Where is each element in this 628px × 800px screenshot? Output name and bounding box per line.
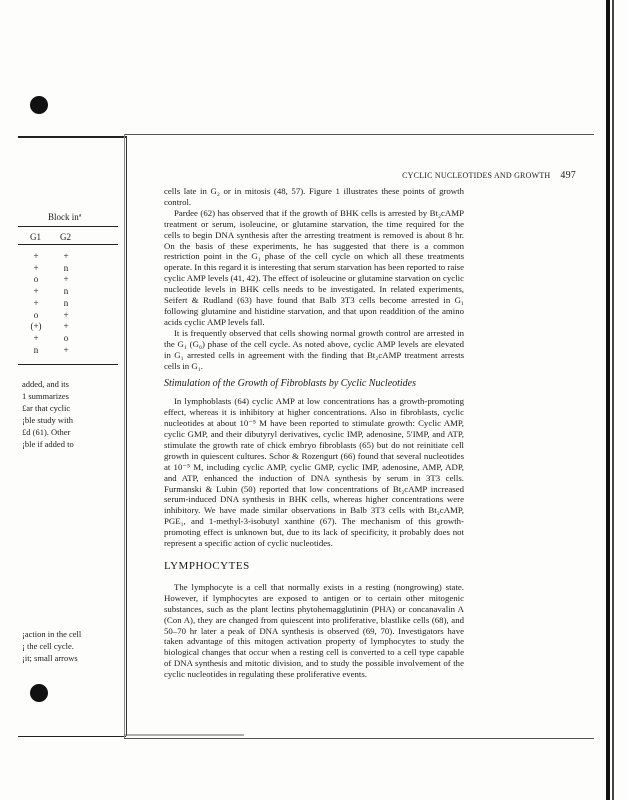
table-cell: n [63, 297, 69, 308]
table-cell: n [63, 262, 69, 273]
table-col-g1: G1 [30, 232, 41, 242]
table-col-g2: G2 [60, 232, 71, 242]
page-left-edge [124, 134, 125, 738]
scan-edge-shadow-outer [612, 0, 614, 800]
table-cell: + [63, 309, 69, 320]
table-cell: + [33, 286, 39, 297]
paragraph: Pardee (62) has observed that if the growth of BHK cells is arrested by Bt₂cAMP treatment or serum, isoleucine, or glutamine starvation, the time required for the cells to begin DNA synthesis after the arresting treatment is removed is about 8 hr. On the basis of these experiments, he has suggested that there is a common restriction point in the G₁ phase of the cell cycle on which all these treatments operate. In this regard it is interesting that serum starvation has been reported to raise cyclic AMP levels (41, 42). The effect of isoleucine or glutamine starvation on cyclic nucleotide levels in BHK cells needs to be investigated. In related experiments, Seifert & Rudland (63) have found that Balb 3T3 cells become arrested in G₁ following glutamine and histidine starvation, and that upon readdition of the amino acids cyclic AMP levels fall. [164, 207, 464, 327]
table-cell: (+) [30, 321, 42, 332]
table-rule [18, 244, 118, 245]
table-cell: o [63, 332, 69, 343]
table-rule [18, 364, 118, 365]
scan-edge-shadow [606, 0, 610, 800]
page-top-rule [18, 136, 126, 138]
table-header: Block inª [48, 212, 82, 222]
table-cell: n [33, 344, 39, 355]
paragraph: In lymphoblasts (64) cyclic AMP at low concentrations has a growth-promoting effect, whereas it is inhibitory at higher concentrations. Also in fibroblasts, cyclic nucleotides at about 10⁻⁵ M have been reported to stimulate growth: Cyclic AMP, cyclic GMP, and their dibutyryl derivatives, cyclic IMP, adenosine, 5′IMP, and ATP, stimulate the growth rate of chick embryo fibroblasts (65) but do not reinitiate cell growth in quiescent cultures. Schor & Rozengurt (66) found that several nucleotides at 10⁻⁵ M, including cyclic AMP, cyclic GMP, cyclic IMP, adenosine, AMP, ADP, and ATP, enhanced the induction of DNA synthesis by serum in 3T3 cells. Furmanski & Lubin (50) reported that low concentrations of Bt₂cAMP increased serum-induced DNA synthesis in BHK cells, whereas higher concentrations were inhibitory. We have made similar observations in Balb 3T3 cells with Bt₂cAMP, PGE₁, and 1-methyl-3-isobutyl xanthine (67). The mechanism of this growth-promoting effect is unknown but, due to its lack of specificity, it probably does not represent a specific action of cyclic nucleotides. [164, 396, 464, 549]
running-head [336, 170, 576, 181]
side-text-line: 1 summarizes [22, 391, 69, 401]
subsection-heading: Stimulation of the Growth of Fibroblasts by Cyclic Nucleotides [164, 378, 417, 390]
table-column-g2-values [56, 251, 76, 356]
scan-smudge [124, 734, 244, 736]
running-head-title: CYCLIC NUCLEOTIDES AND GROWTH [402, 171, 551, 180]
page-bottom-rule [18, 736, 126, 737]
book-page [124, 134, 594, 738]
table-cell: + [33, 297, 39, 308]
side-text-line: ¡it; small arrows [22, 653, 78, 663]
table-cell: + [33, 332, 39, 343]
previous-page-fragment [18, 136, 127, 736]
page-top-edge [124, 134, 594, 135]
section-heading: LYMPHOCYTES [164, 560, 250, 572]
side-text-line: £ar that cyclic [22, 403, 71, 413]
table-rule [18, 226, 118, 227]
side-text-block [22, 378, 126, 450]
table-cell: + [33, 251, 39, 261]
main-text [164, 186, 464, 680]
side-text-line: ¡ble study with [22, 415, 73, 425]
paragraph: The lymphocyte is a cell that normally exists in a resting (nongrowing) state. However, if lymphocytes are exposed to antigen or to certain other mitogenic substances, such as the plant lectins phytohemagglutinin (PHA) or concanavalin A (Con A), they are changed from quiescent into proliferative, blastlike cells (68), and 50–70 hr later a peak of DNA synthesis is observed (69, 70). Investigators have taken advantage of this mitogen activation property of lymphocytes to study the biological changes that occur when a resting cell is converted to a cell type capable of DNA synthesis and mitotic division, and to study the possible involvement of the cyclic nucleotides in regulating these proliferative events. [164, 581, 464, 680]
side-text-line: ¡action in the cell [22, 629, 82, 639]
binder-hole-top [30, 96, 48, 114]
side-text-block [22, 628, 126, 664]
side-text-line: ¡ble if added to [22, 439, 74, 449]
table-cell: n [63, 286, 69, 297]
table-cell: + [63, 274, 69, 285]
table-cell: + [63, 251, 69, 261]
side-text-line: ¡ the cell cycle. [22, 641, 74, 651]
paragraph: cells late in G₂ or in mitosis (48, 57). Figure 1 illustrates these points of growth control. [164, 186, 464, 207]
table-column-g1-values [26, 251, 46, 356]
paragraph: It is frequently observed that cells showing normal growth control are arrested in the G₁ (G₀) phase of the cell cycle. As noted above, cyclic AMP levels are elevated in G₁ arrested cells in agreement with the finding that Bt₂cAMP treatment arrests cells in G₁. [164, 327, 464, 371]
table-cell: o [33, 309, 39, 320]
side-text-line: £d (61). Other [22, 427, 71, 437]
table-cell: + [63, 321, 69, 332]
table-cell: o [33, 274, 39, 285]
side-text-line: added, and its [22, 379, 69, 389]
table-cell: + [33, 262, 39, 273]
page-number: 497 [560, 170, 576, 181]
table-cell: + [63, 344, 69, 355]
page-bottom-edge [124, 738, 594, 739]
